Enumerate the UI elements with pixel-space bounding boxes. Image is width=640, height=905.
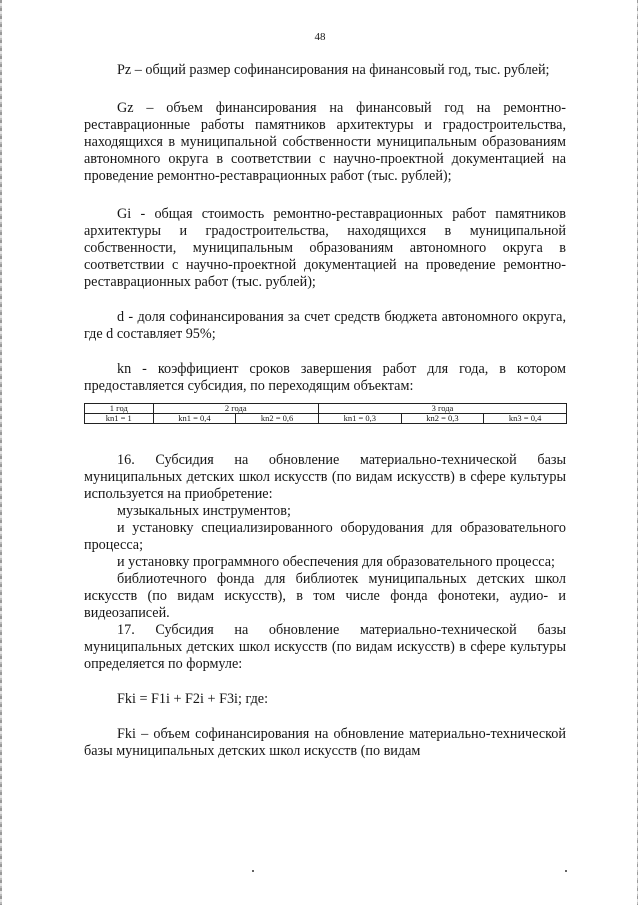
paragraph-pz: Pz – общий размер софинансирования на финансовый год, тыс. рублей;	[117, 62, 550, 78]
table-cell: kn1 = 0,4	[153, 414, 236, 424]
coefficient-table	[84, 403, 567, 424]
scan-edge-left	[0, 0, 2, 905]
paragraph-gz: Gz – объем финансирования на финансовый год на ремонтно-реставрационные работы памятников архитектуры и градостроительства, находящихся в муниципальной собственности муниципальным образованиям автономного округа в соответствии с научно-проектной документацией на проведение ремонтно-реставрационных работ (тыс. рублей);	[84, 100, 566, 184]
section-16-item: и установку программного обеспечения для образовательного процесса;	[117, 554, 555, 570]
section-16-intro: 16. Субсидия на обновление материально-технической базы муниципальных детских школ искусств (по видам искусств) в сфере культуры используется на приобретение:	[84, 452, 566, 502]
paragraph-d: d - доля софинансирования за счет средств бюджета автономного округа, где d составляет 95%;	[84, 309, 566, 342]
section-16-item: музыкальных инструментов;	[117, 503, 291, 519]
table-cell: kn3 = 0,4	[484, 414, 567, 424]
table-row	[85, 414, 567, 424]
table-cell: kn1 = 1	[85, 414, 154, 424]
table-header-cell: 3 года	[318, 404, 566, 414]
section-16-item: и установку специализированного оборудования для образовательного процесса;	[84, 520, 566, 553]
section-17-intro: 17. Субсидия на обновление материально-технической базы муниципальных детских школ искусств (по видам искусств) в сфере культуры определяется по формуле:	[84, 622, 566, 672]
table-cell: kn1 = 0,3	[318, 414, 401, 424]
table-header-row	[85, 404, 567, 414]
table-header-cell: 2 года	[153, 404, 318, 414]
formula: Fki = F1i + F2i + F3i; где:	[117, 691, 269, 707]
table-header-cell: 1 год	[85, 404, 154, 414]
paragraph-kn: kn - коэффициент сроков завершения работ для года, в котором предоставляется субсидия, по переходящим объектам:	[84, 361, 566, 394]
document-body	[84, 62, 566, 760]
scan-edge-right	[637, 0, 638, 905]
table-cell: kn2 = 0,6	[236, 414, 319, 424]
section-16-item: библиотечного фонда для библиотек муниципальных детских школ искусств (по видам искусств), в том числе фонда фонотеки, аудио- и видеозаписей.	[84, 571, 566, 621]
definition-fki: Fki – объем софинансирования на обновление материально-технической базы муниципальных детских школ искусств (по видам	[84, 726, 566, 759]
scan-speck	[565, 870, 567, 872]
table-cell: kn2 = 0,3	[401, 414, 484, 424]
paragraph-gi: Gi - общая стоимость ремонтно-реставрационных работ памятников архитектуры и градостроительства, находящихся в муниципальной собственности, муниципальным образованиям автономного округа в соответствии с научно-проектной документацией на проведение ремонтно-реставрационных работ (тыс. рублей);	[84, 206, 566, 290]
page-number: 48	[314, 31, 326, 43]
scan-speck	[252, 870, 254, 872]
